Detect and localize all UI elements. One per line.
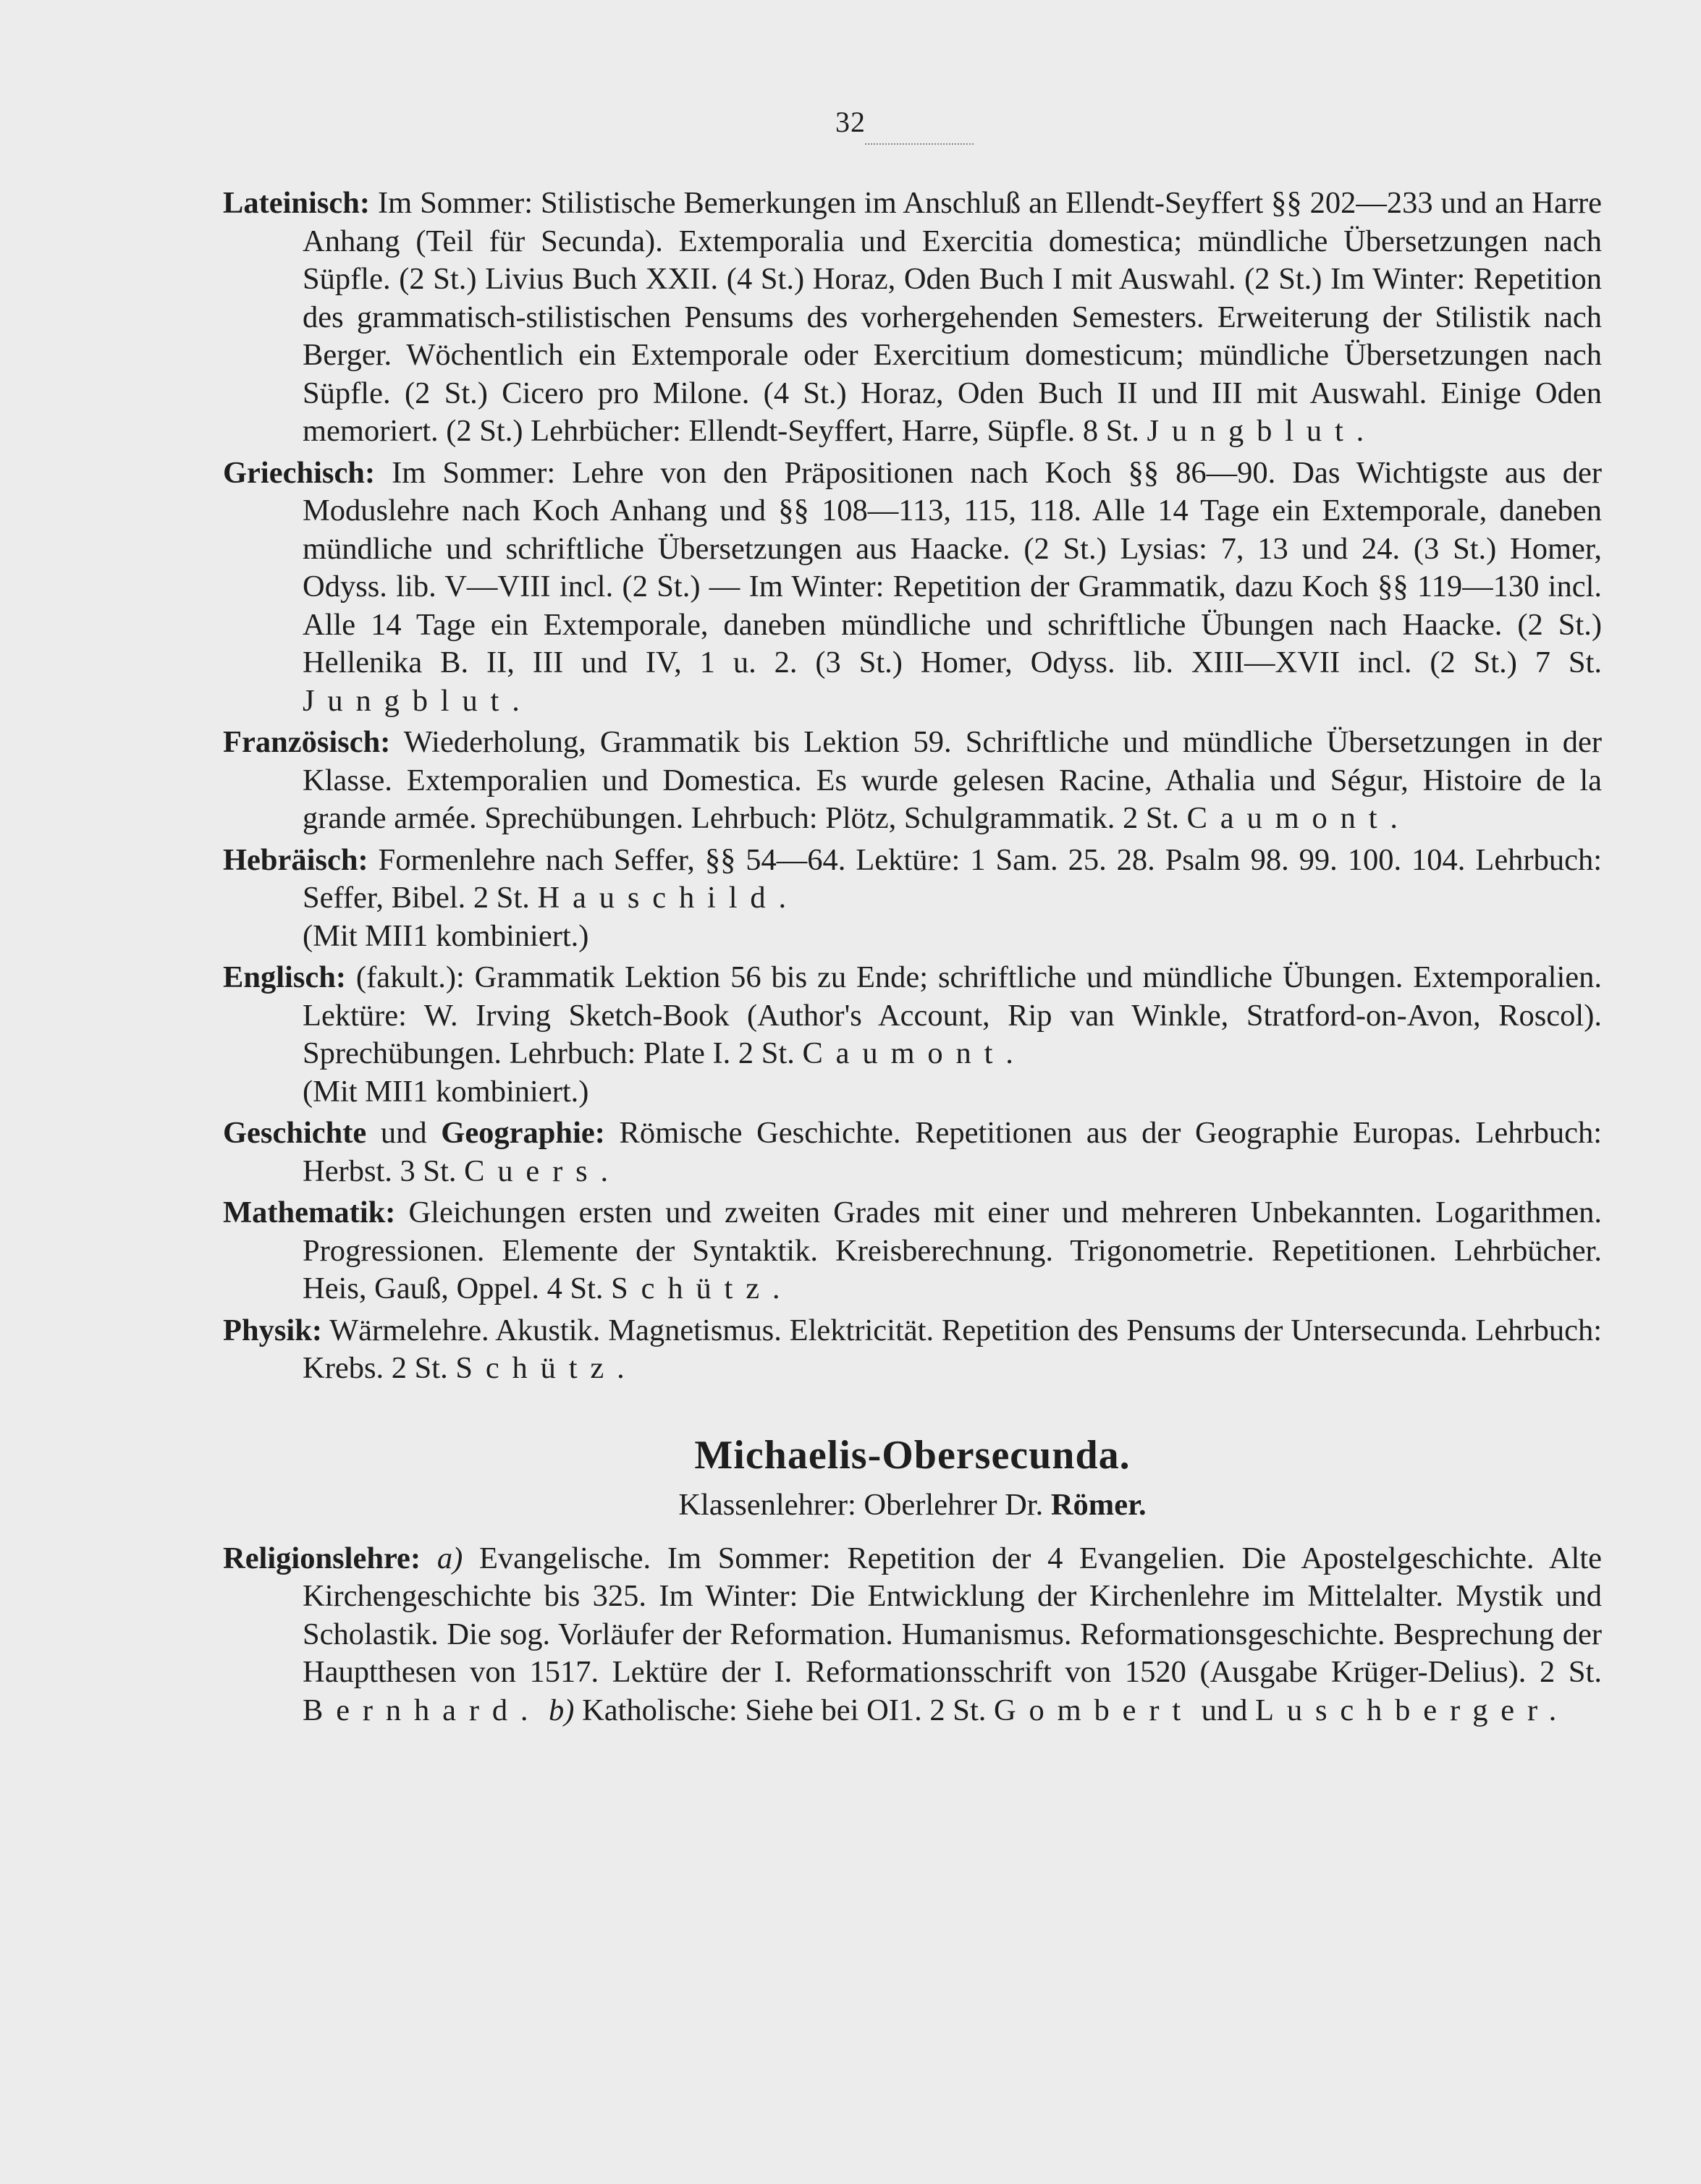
teacher-joiner: und <box>1201 1693 1248 1727</box>
entry-englisch <box>223 959 1602 1111</box>
subject-colon: : <box>358 842 368 877</box>
section-body <box>223 1540 1602 1730</box>
subject-heading: Mathematik <box>223 1195 386 1229</box>
entry-mathematik <box>223 1194 1602 1308</box>
entry-griechisch <box>223 454 1602 721</box>
subject-heading-2: Geographie <box>441 1116 595 1150</box>
subject-colon: : <box>380 725 391 759</box>
subject-colon: : <box>594 1116 605 1150</box>
entry-text: Im Sommer: Lehre von den Präpositionen nach Koch §§ 86—90. Das Wichtigste aus der Moduslehre nach Koch Anhang und §§ 108—113, 115, 118. Alle 14 Tage ein Extemporale, daneben mündliche und schriftliche Übersetzungen aus Haacke. (2 St.) Lysias: 7, 13 und 24. (3 St.) Homer, Odyss. lib. V—VIII incl. (2 St.) — Im Winter: Repetition der Grammatik, dazu Koch §§ 119—130 incl. Alle 14 Tage ein Extemporale, daneben mündliche und schriftliche Übungen nach Haacke. (2 St.) Hellenika B. II, III und IV, 1 u. 2. (3 St.) Homer, Odyss. lib. XIII—XVII incl. (2 St.) 7 St. <box>303 455 1602 680</box>
class-teacher-line <box>223 1485 1602 1525</box>
subject-colon: : <box>385 1195 396 1229</box>
teacher-name: Bernhard. <box>303 1693 541 1727</box>
page-content <box>223 185 1602 1730</box>
subject-colon: : <box>359 186 371 220</box>
page-number-rule <box>865 143 974 145</box>
entry-hebraeisch <box>223 842 1602 956</box>
subject-colon: : <box>335 960 347 994</box>
subject-heading: Physik <box>223 1313 312 1347</box>
teacher-name: Hauschild. <box>537 881 799 915</box>
entry-text: Im Sommer: Stilistische Bemerkungen im Anschluß an Ellendt-Seyffert §§ 202—233 und an Harre Anhang (Teil für Secunda). Extemporalia und Exercitia domestica; mündliche Übersetzungen nach Süpfle. (2 St.) Livius Buch XXII. (4 St.) Horaz, Oden Buch I mit Auswahl. (2 St.) Im Winter: Repetition des grammatisch-stilistischen Pensums des vorhergehenden Semesters. Erweiterung der Stilistik nach Berger. Wöchentlich ein Extemporale oder Exercitium domesticum; mündliche Übersetzungen nach Süpfle. (2 St.) Cicero pro Milone. (4 St.) Horaz, Oden Buch II und III mit Auswahl. Einige Oden memoriert. (2 St.) Lehrbücher: Ellendt-Seyffert, Harre, Süpfle. 8 St. <box>303 186 1602 448</box>
teacher-name: Jungblut. <box>1147 414 1377 448</box>
entry-text: Römische Geschichte. Repetitionen aus der Geographie Europas. Lehrbuch: Herbst. 3 St. <box>303 1116 1603 1188</box>
entry-text: (fakult.): Grammatik Lektion 56 bis zu Ende; schriftliche und mündliche Übungen. Extemporalien. Lektüre: W. Irving Sketch-Book (Author's Account, Rip van Winkle, Stratford-on-Avon, Roscol). Sprechübungen. Lehrbuch: Plate I. 2 St. <box>303 960 1603 1070</box>
subject-colon: : <box>311 1313 322 1347</box>
subject-heading: Griechisch <box>223 455 365 490</box>
class-teacher-label: Klassenlehrer: Oberlehrer Dr. <box>678 1487 1044 1522</box>
entry-physik <box>223 1312 1602 1388</box>
teacher-name: Schütz. <box>611 1271 793 1305</box>
entry-franzoesisch <box>223 724 1602 838</box>
entry-lateinisch <box>223 185 1602 451</box>
subject-heading: Lateinisch <box>223 186 360 220</box>
section-title: Michaelis-Obersecunda. <box>694 1432 1131 1478</box>
subject-colon: : <box>364 455 376 490</box>
teacher-name: Caumont. <box>802 1036 1026 1070</box>
class-teacher-name: Römer. <box>1050 1487 1147 1522</box>
subject-heading: Hebräisch <box>223 842 358 877</box>
page-number: 32 <box>835 106 866 138</box>
teacher-name: Schütz. <box>455 1351 638 1385</box>
entry-text: Wärmelehre. Akustik. Magnetismus. Elektricität. Repetition des Pensums der Untersecunda. Lehrbuch: Krebs. 2 St. <box>303 1313 1603 1385</box>
teacher-name: Luschberger. <box>1255 1693 1570 1727</box>
combination-note: (Mit MII1 kombiniert.) <box>303 1074 589 1109</box>
part-b-marker: b) <box>549 1693 575 1727</box>
subject-heading: Französisch <box>223 725 381 759</box>
teacher-name: Gombert <box>994 1693 1194 1727</box>
subject-heading: Geschichte <box>223 1116 367 1150</box>
part-b-text: Katholische: Siehe bei OI1. 2 St. <box>582 1693 987 1727</box>
subject-heading: Religionslehre <box>223 1541 410 1575</box>
part-a-text: Evangelische. Im Sommer: Repetition der 4 Evangelien. Die Apostelgeschichte. Alte Kirchengeschichte bis 325. Im Winter: Die Entwicklung der Kirchenlehre im Mittelalter. Mystik und Scholastik. Die sog. Vorläufer der Reformation. Humanismus. Reformationsgeschichte. Besprechung der Hauptthesen von 1517. Lektüre der I. Reformationsschrift von 1520 (Ausgabe Krüger-Delius). 2 St. <box>303 1541 1603 1689</box>
entry-text: Wiederholung, Grammatik bis Lektion 59. Schriftliche und mündliche Übersetzungen in der Klasse. Extemporalien und Domestica. Es wurde gelesen Racine, Athalia und Ségur, Histoire de la grande armée. Sprechübungen. Lehrbuch: Plötz, Schulgrammatik. 2 St. <box>303 725 1603 835</box>
part-a-marker: a) <box>436 1541 463 1575</box>
entry-text: Formenlehre nach Seffer, §§ 54—64. Lektüre: 1 Sam. 25. 28. Psalm 98. 99. 100. 104. Lehrbuch: Seffer, Bibel. 2 St. <box>303 842 1603 915</box>
subject-joiner: und <box>380 1116 427 1150</box>
teacher-name: Jungblut. <box>303 683 533 718</box>
combination-note: (Mit MII1 kombiniert.) <box>303 918 589 953</box>
entry-geschichte-geographie <box>223 1114 1602 1190</box>
teacher-name: Cuers. <box>464 1154 622 1188</box>
entry-religionslehre <box>223 1540 1602 1730</box>
entry-text: Gleichungen ersten und zweiten Grades mit einer und mehreren Unbekannten. Logarithmen. Progressionen. Elemente der Syntaktik. Kreisberechnung. Trigonometrie. Repetitionen. Lehrbücher. Heis, Gauß, Oppel. 4 St. <box>303 1195 1602 1305</box>
subject-colon: : <box>410 1541 421 1575</box>
teacher-name: Caumont. <box>1186 801 1411 835</box>
subject-heading: Englisch <box>223 960 336 994</box>
